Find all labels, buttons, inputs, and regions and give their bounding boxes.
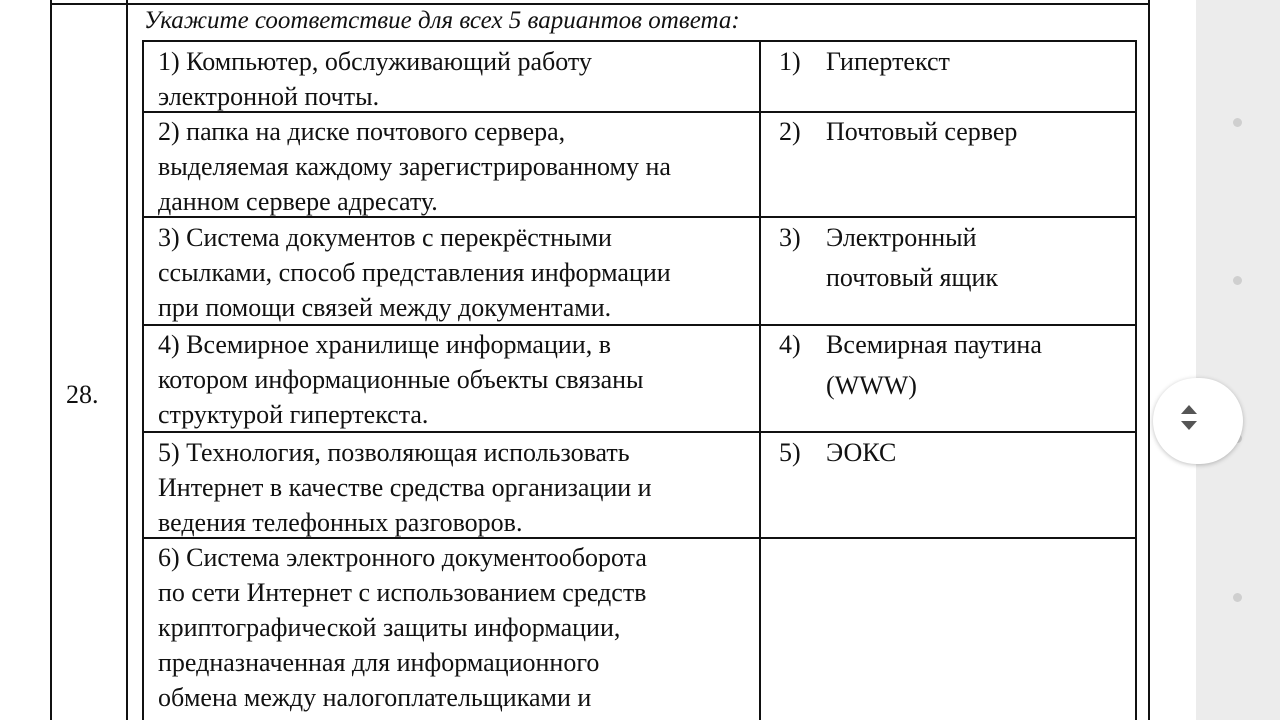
dot-icon — [1233, 593, 1242, 602]
dot-icon — [1233, 118, 1242, 127]
left-item-6-line-5: обмена между налогоплательщиками и — [158, 683, 592, 712]
inner-table-left-border — [142, 40, 144, 720]
left-item-6-line-3: криптографической защиты информации, — [158, 613, 621, 642]
left-item-6-line-4: предназначенная для информационного — [158, 648, 600, 677]
left-item-5-line-3: ведения телефонных разговоров. — [158, 508, 523, 537]
viewer-side-margin — [1196, 0, 1280, 720]
inner-table-middle-divider — [759, 40, 761, 720]
left-item-2-line-3: данном сервере адресату. — [158, 187, 438, 216]
left-item-1-line-1: 1) Компьютер, обслуживающий работу — [158, 47, 592, 76]
right-item-5-number: 5) — [779, 438, 801, 467]
right-item-4-label-line-1: Всемирная паутина — [826, 330, 1042, 359]
left-item-6-line-2: по сети Интернет с использованием средств — [158, 578, 647, 607]
dot-icon — [1233, 276, 1242, 285]
left-item-5-line-2: Интернет в качестве средства организации и — [158, 473, 652, 502]
left-item-3-line-1: 3) Система документов с перекрёстными — [158, 223, 612, 252]
right-item-3-label-line-1: Электронный — [826, 223, 977, 252]
chevron-down-icon[interactable] — [1181, 421, 1197, 430]
right-item-3-label-line-2: почтовый ящик — [826, 263, 999, 292]
right-item-3-number: 3) — [779, 223, 801, 252]
chevron-up-icon[interactable] — [1181, 405, 1197, 414]
question-number: 28. — [66, 380, 99, 409]
left-item-2-line-1: 2) папка на диске почтового сервера, — [158, 117, 566, 146]
table-right-border — [1148, 0, 1150, 720]
number-column-divider — [126, 0, 128, 720]
inner-table-top-border — [142, 40, 1137, 42]
left-item-4-line-1: 4) Всемирное хранилище информации, в — [158, 330, 611, 359]
left-item-3-line-3: при помощи связей между документами. — [158, 293, 612, 322]
scroll-handle[interactable] — [1153, 378, 1243, 464]
right-item-5-label: ЭОКС — [826, 438, 897, 467]
right-item-4-label-line-2: (WWW) — [826, 371, 917, 400]
question-instruction: Укажите соответствие для всех 5 вариантов ответа: — [144, 7, 740, 34]
left-item-3-line-2: ссылками, способ представления информации — [158, 258, 671, 287]
right-item-4-number: 4) — [779, 330, 801, 359]
right-item-1-label: Гипертекст — [826, 47, 950, 76]
left-item-5-line-1: 5) Технология, позволяющая использовать — [158, 438, 630, 467]
inner-table-right-border — [1135, 40, 1137, 720]
left-item-6-line-1: 6) Система электронного документооборота — [158, 543, 647, 572]
table-left-border — [50, 0, 52, 720]
left-item-1-line-2: электронной почты. — [158, 82, 380, 111]
left-item-2-line-2: выделяемая каждому зарегистрированному на — [158, 152, 671, 181]
right-item-1-number: 1) — [779, 47, 801, 76]
right-item-2-number: 2) — [779, 117, 801, 146]
left-item-4-line-2: котором информационные объекты связаны — [158, 365, 644, 394]
left-item-4-line-3: структурой гипертекста. — [158, 400, 429, 429]
right-item-2-label: Почтовый сервер — [826, 117, 1018, 146]
